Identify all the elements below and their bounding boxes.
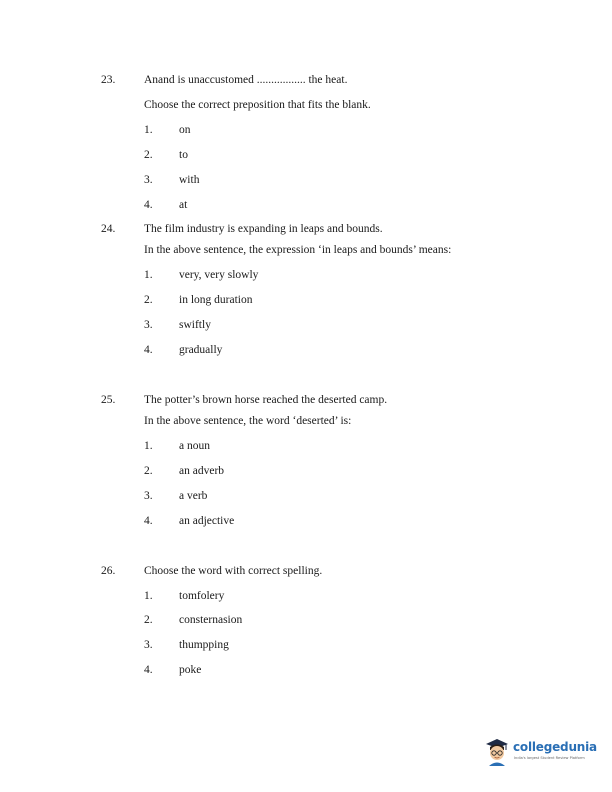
- option-text: tomfolery: [179, 590, 225, 602]
- question-stem-line: In the above sentence, the word ‘deserted’ is:: [144, 415, 352, 427]
- logo-tagline: India's largest Student Review Platform: [514, 756, 585, 760]
- option-text: consternasion: [179, 614, 243, 626]
- logo-wordmark: collegedunia: [513, 740, 597, 754]
- question-stem-line: Choose the word with correct spelling.: [144, 565, 323, 577]
- question-stem-line: In the above sentence, the expression ‘in leaps and bounds’ means:: [144, 244, 452, 256]
- student-mascot-icon: [484, 736, 510, 766]
- option-number: 4.: [144, 344, 153, 356]
- question-stem-line: Anand is unaccustomed ................. the heat.: [144, 74, 348, 86]
- option-text: an adjective: [179, 515, 235, 527]
- option-text: gradually: [179, 344, 223, 356]
- question-number: 25.: [101, 394, 116, 406]
- option-text: in long duration: [179, 294, 253, 306]
- option-text: on: [179, 124, 191, 136]
- option-number: 2.: [144, 294, 153, 306]
- option-number: 1.: [144, 269, 153, 281]
- option-number: 3.: [144, 639, 153, 651]
- option-text: a verb: [179, 490, 208, 502]
- question-stem-line: Choose the correct preposition that fits the blank.: [144, 99, 371, 111]
- option-number: 3.: [144, 490, 153, 502]
- option-number: 1.: [144, 440, 153, 452]
- option-number: 2.: [144, 465, 153, 477]
- option-text: poke: [179, 664, 202, 676]
- question-stem-line: The potter’s brown horse reached the deserted camp.: [144, 394, 388, 406]
- question-number: 26.: [101, 565, 116, 577]
- option-number: 3.: [144, 174, 153, 186]
- option-text: an adverb: [179, 465, 225, 477]
- option-number: 4.: [144, 515, 153, 527]
- option-number: 4.: [144, 199, 153, 211]
- collegedunia-logo: [484, 734, 602, 768]
- option-number: 1.: [144, 124, 153, 136]
- question-number: 23.: [101, 74, 116, 86]
- option-text: with: [179, 174, 200, 186]
- option-text: to: [179, 149, 188, 161]
- option-number: 2.: [144, 149, 153, 161]
- option-number: 2.: [144, 614, 153, 626]
- option-text: a noun: [179, 440, 210, 452]
- option-text: very, very slowly: [179, 269, 259, 281]
- option-number: 4.: [144, 664, 153, 676]
- option-number: 1.: [144, 590, 153, 602]
- option-text: thumpping: [179, 639, 229, 651]
- option-number: 3.: [144, 319, 153, 331]
- question-number: 24.: [101, 223, 116, 235]
- question-stem-line: The film industry is expanding in leaps and bounds.: [144, 223, 383, 235]
- option-text: swiftly: [179, 319, 211, 331]
- option-text: at: [179, 199, 188, 211]
